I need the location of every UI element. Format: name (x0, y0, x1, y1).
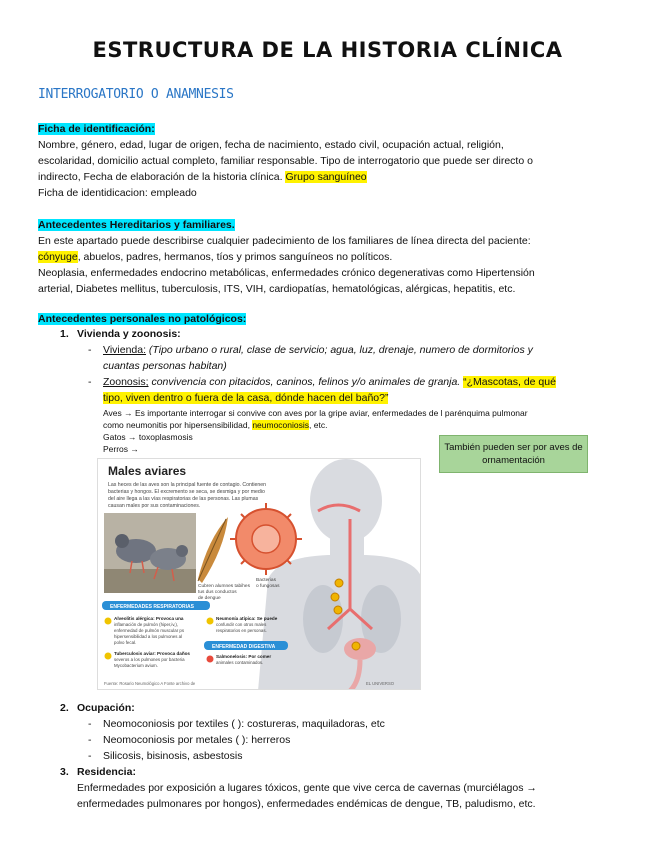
resp-disease-1-text: hipersensibilidad a los pulmones al (114, 634, 183, 639)
infection-dot (334, 606, 342, 614)
digestive-banner-label: ENFERMEDAD DIGESTIVA (212, 644, 276, 650)
item-3-number: 3. (60, 766, 69, 778)
zoonosis-line-1: Zoonosis; convivencia con pitacidos, caninos, felinos y/o animales de granja. “¿Mascotas, de qué (103, 376, 556, 388)
aves-line-2: como neumonitis por hipersensibilidad, neumoconiosis, etc. (103, 420, 328, 430)
infographic-svg (98, 459, 421, 690)
resp-disease-3-text: respiratorios en personas. (216, 628, 267, 633)
bullet-dash: - (88, 718, 92, 730)
highlight-conyuge: cónyuge (38, 251, 78, 263)
infection-dot (331, 593, 339, 601)
figure-logo: EL UNIVERSO (366, 681, 395, 686)
resp-disease-1-text: polvo fecal. (114, 640, 137, 645)
item-1-number: 1. (60, 328, 69, 340)
resp-disease-3-text: confundir con otros males (216, 622, 267, 627)
resp-disease-1: Alveolitis alérgica: Provoca una (114, 616, 184, 621)
residencia-heading: Residencia: (77, 766, 136, 778)
caption-3: de dengue (198, 596, 221, 601)
infection-dot (335, 579, 343, 587)
resp-disease-1-text: enfermedad de pulmón muscular ps (114, 628, 185, 633)
highlight-neumoconiosis: neumoconiosis (252, 420, 310, 430)
residencia-line-1: Enfermedades por exposición a lugares tóxicos, gente que vive cerca de cavernas (murciélagos → (77, 782, 537, 794)
infection-dot (352, 642, 360, 650)
vivienda-line-2: cuantas personas habitan) (103, 360, 227, 372)
bullet-dash: - (88, 344, 92, 356)
caption-2: tus dus conductos (198, 590, 237, 595)
resp-disease-3: Neumonía atípica: Se puede (216, 616, 278, 621)
highlight-grupo-sanguineo: Grupo sanguíneo (285, 171, 367, 183)
bullet-dash: - (88, 750, 92, 762)
figure-source: Fuente: Rosario Neumológico A Fonte archivo de (104, 681, 196, 686)
hereditarios-heading: Antecedentes Hereditarios y familiares. (38, 219, 235, 231)
ficha-line-1: Nombre, género, edad, lugar de origen, fecha de nacimiento, estado civil, ocupación actual, religión, (38, 139, 504, 151)
dig-disease-1: Salmonelosis: Por comer (216, 654, 272, 659)
ficha-line-4: Ficha de identidicacion: empleado (38, 187, 197, 199)
zoonosis-line-2: tipo, viven dentro o fuera de la casa, dónde hacen del baño?” (103, 392, 389, 404)
respiratory-banner-label: ENFERMEDADES RESPIRATORIAS (110, 604, 194, 610)
dig-disease-1-text: animales contaminados. (216, 660, 264, 665)
figure-intro-2: bacterias y hongos. El excremento se seca, se desmiga y por medio (108, 489, 265, 495)
ocupacion-line-1: Neomoconiosis por textiles ( ): costureras, maquiladoras, etc (103, 718, 385, 730)
bullet-dot-icon (207, 618, 214, 625)
ficha-line-3: indirecto, Fecha de elaboración de la historia clínica. Grupo sanguíneo (38, 171, 367, 183)
figure-title: Males aviares (108, 464, 187, 478)
item-2-number: 2. (60, 702, 69, 714)
aves-line-1: Aves → Es importante interrogar si convive con aves por la gripe aviar, enfermedades de l parénquima pulmonar (103, 408, 528, 418)
bullet-dot-icon (105, 618, 112, 625)
resp-disease-2-text: Mycobacterium avium. (114, 663, 158, 668)
bullet-dash: - (88, 734, 92, 746)
perros-line: Perros → (103, 444, 139, 454)
vivienda-line-1: Vivienda: (Tipo urbano o rural, clase de servicio; agua, luz, drenaje, numero de dormitorios y (103, 344, 533, 356)
bullet-dot-icon (105, 653, 112, 660)
vivienda-zoonosis-heading: Vivienda y zoonosis: (77, 328, 181, 340)
ocupacion-line-2: Neomoconiosis por metales ( ): herreros (103, 734, 291, 746)
page-title: ESTRUCTURA DE LA HISTORIA CLÍNICA (92, 38, 563, 62)
figure-intro-4: causan males por sus contaminaciones. (108, 503, 201, 509)
resp-disease-2-text: severos a los pulmones por bacteria (114, 657, 185, 662)
resp-disease-1-text: inflamación de pulmón (hiper,iv,), (114, 622, 179, 627)
ficha-line-2: escolaridad, domicilio actual completo, familiar responsable. Tipo de interrogatorio que puede ser directo o (38, 155, 533, 167)
caption-5: o fungosas (256, 584, 280, 589)
bullet-dot-icon (207, 656, 214, 663)
residencia-line-2: enfermedades pulmonares por hongos), enfermedades endémicas de dengue, TB, paludismo, etc. (77, 798, 536, 810)
section-subtitle: INTERROGATORIO O ANAMNESIS (38, 87, 234, 102)
hereditarios-line-4: arterial, Diabetes mellitus, tuberculosis, ITS, VIH, cardiopatías, hematológicas, alérgicas, hepatitis, etc. (38, 283, 516, 295)
note-callout: También pueden ser por aves de ornamentación (439, 435, 588, 473)
figure-intro-1: Las heces de las aves son la principal fuente de contagio. Contienen (108, 482, 267, 488)
ocupacion-line-3: Silicosis, bisinosis, asbestosis (103, 750, 243, 762)
hereditarios-line-1: En este apartado puede describirse cualquier padecimiento de los familiares de línea directa del paciente: (38, 235, 531, 247)
resp-disease-2: Tuberculosis aviar: Provoca daños (114, 651, 190, 656)
caption-4: Bacterias (256, 578, 276, 583)
hereditarios-line-3: Neoplasia, enfermedades endocrino metabólicas, enfermedades crónico degenerativas como Hipertensión (38, 267, 535, 279)
figure-intro-3: del aire llega a las vías respiratorias de las personas. Las plumas (108, 496, 259, 502)
bullet-dash: - (88, 376, 92, 388)
pigeon-photo-icon (104, 513, 196, 593)
caption-1: Cubren alumnes tabihes (198, 584, 250, 589)
ocupacion-heading: Ocupación: (77, 702, 135, 714)
no-patologicos-heading: Antecedentes personales no patológicos: (38, 313, 247, 325)
ficha-heading: Ficha de identificación: (38, 123, 155, 135)
males-aviares-infographic (97, 458, 421, 690)
hereditarios-line-2: cónyuge, abuelos, padres, hermanos, tíos y primos sanguíneos no políticos. (38, 251, 393, 263)
gatos-line: Gatos → toxoplasmosis (103, 432, 193, 442)
